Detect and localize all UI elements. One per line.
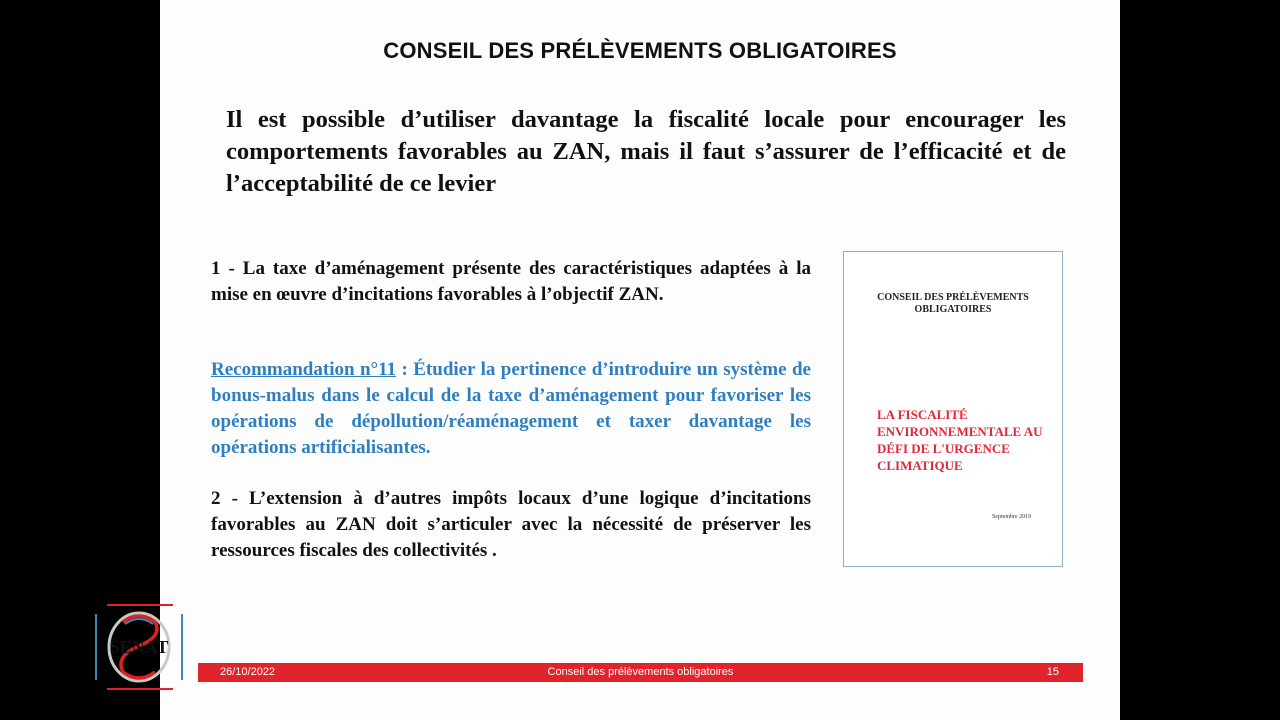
recommendation-label: Recommandation n°11 bbox=[211, 359, 397, 380]
recommendation-text: : Étudier la pertinence d’introduire un système de bonus-malus dans le calcul de la taxe d’aménagement pour favoriser les opérations de dépollution/réaménagement et taxer davantage les opérations artificialisantes. bbox=[211, 359, 811, 458]
report-organization: CONSEIL DES PRÉLÈVEMENTS OBLIGATOIRES bbox=[877, 292, 1029, 315]
footer-page-number: 15 bbox=[1046, 666, 1059, 678]
footer-center-text: Conseil des prélèvements obligatoires bbox=[547, 666, 734, 678]
slide-title: CONSEIL DES PRÉLÈVEMENTS OBLIGATOIRES bbox=[383, 38, 897, 63]
footer-date: 26/10/2022 bbox=[220, 666, 276, 678]
report-cover-thumbnail bbox=[843, 251, 1063, 567]
presentation-slide bbox=[160, 0, 1120, 720]
report-title: LA FISCALITÉ ENVIRONNEMENTALE AU DÉFI DE L'URGENCE CLIMATIQUE bbox=[877, 407, 1043, 473]
slide-footer bbox=[198, 663, 1083, 682]
report-date: Septembre 2019 bbox=[992, 514, 1032, 520]
point-1-text: 1 - La taxe d’aménagement présente des caractéristiques adaptées à la mise en œuvre d’incitations favorables à l’objectif ZAN. bbox=[211, 258, 811, 305]
senat-logo-icon bbox=[93, 602, 185, 692]
point-2-text: 2 - L’extension à d’autres impôts locaux d’une logique d’incitations favorables au ZAN doit s’articuler avec la nécessité de préserver les ressources fiscales des collectivités . bbox=[211, 488, 811, 561]
slide-headline: Il est possible d’utiliser davantage la fiscalité locale pour encourager les comportements favorables au ZAN, mais il faut s’assurer de l’efficacité et de l’acceptabilité de ce levier bbox=[226, 106, 1066, 197]
logo-text: SENAT bbox=[109, 637, 169, 657]
recommendation-block bbox=[211, 357, 811, 461]
